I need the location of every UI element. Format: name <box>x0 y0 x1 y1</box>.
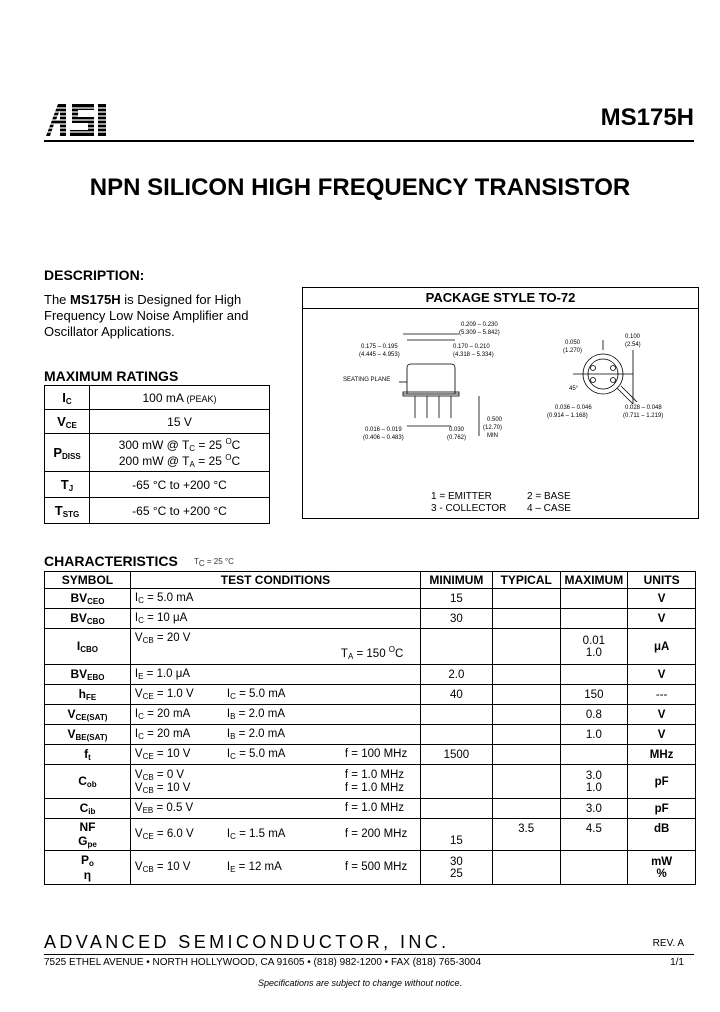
dim-label: (0.711 – 1.219) <box>623 413 664 419</box>
dim-label: (1.270) <box>563 348 583 354</box>
symbol-bvebo: $BV_{EBO}$ <box>45 665 131 685</box>
dim-label: (0.406 – 0.483) <box>363 435 404 441</box>
desc-pre: The <box>44 292 71 307</box>
max-value <box>560 589 628 609</box>
max-ratings-table <box>44 385 270 524</box>
symbol-po-eta: $P_o$ η <box>45 851 131 885</box>
dim-label: (12.70) <box>483 425 503 431</box>
value-pdiss: 300 mW @ $T_C = 25$ $^O$C 200 mW @ $T_A = 25$ $^O$C <box>90 434 270 472</box>
unit-value: dB <box>628 819 696 851</box>
dim-label: SEATING PLANE <box>343 377 391 383</box>
dim-label: 0.050 <box>565 340 581 346</box>
footer-rule <box>44 954 694 955</box>
max-ratings-heading: MAXIMUM RATINGS <box>44 368 179 384</box>
typ-value <box>492 609 560 629</box>
rating-row-tstg <box>45 498 270 524</box>
table-row <box>45 851 696 885</box>
pin-label: 4 – CASE <box>527 503 571 514</box>
dim-label: 0.016 – 0.019 <box>365 427 402 433</box>
dim-label: (0.762) <box>447 435 467 441</box>
pin-label: 3 - COLLECTOR <box>431 503 507 514</box>
unit-value: MHz <box>628 745 696 765</box>
test-conditions: $V_{CE} = 10$ V $I_C = 5.0$ mA f = 100 MHz <box>130 745 420 765</box>
table-row <box>45 705 696 725</box>
value-tstg: -65 °C to +200 °C <box>90 498 270 524</box>
characteristics-condition: $T_C = 25$ °C <box>194 557 234 568</box>
test-conditions: $V_{CB} = 10$ V $I_E = 12$ mA f = 500 MHz <box>130 851 420 885</box>
dim-label: 0.100 <box>625 334 641 340</box>
min-value: 2.0 <box>421 665 493 685</box>
table-row <box>45 725 696 745</box>
test-conditions: $V_{CE} = 1.0$ V $I_C = 5.0$ mA <box>130 685 420 705</box>
unit-value: μA <box>628 629 696 665</box>
revision: REV. A <box>652 938 684 949</box>
dim-label: 0.028 – 0.048 <box>625 405 662 411</box>
symbol-cib: $C_{ib}$ <box>45 799 131 819</box>
max-value: 1.0 <box>560 725 628 745</box>
dim-label: 0.036 – 0.046 <box>555 405 592 411</box>
col-header: TEST CONDITIONS <box>130 572 420 589</box>
unit-value: --- <box>628 685 696 705</box>
value-ic: 100 mA (PEAK) <box>90 386 270 410</box>
value-tj: -65 °C to +200 °C <box>90 472 270 498</box>
typ-value <box>492 685 560 705</box>
unit-value: V <box>628 665 696 685</box>
dim-label: (4.445 – 4.953) <box>359 352 400 358</box>
min-value: 15 <box>421 589 493 609</box>
rating-row-tj <box>45 472 270 498</box>
col-header: MAXIMUM <box>560 572 628 589</box>
symbol-tj: $T_J$ <box>45 472 90 498</box>
col-header: UNITS <box>628 572 696 589</box>
table-row <box>45 799 696 819</box>
description-heading: DESCRIPTION: <box>44 267 145 283</box>
dim-label: 0.209 – 0.230 <box>461 322 498 328</box>
col-header: MINIMUM <box>421 572 493 589</box>
to72-outline-drawing <box>303 310 698 486</box>
test-conditions: $V_{CE} = 6.0$ V $I_C = 1.5$ mA f = 200 MHz <box>130 819 420 851</box>
header-rule <box>44 140 694 142</box>
typ-value <box>492 725 560 745</box>
min-value <box>421 629 493 665</box>
test-conditions: $I_C = 20$ mA $I_B = 2.0$ mA <box>130 705 420 725</box>
max-value <box>560 851 628 885</box>
symbol-icbo: $I_{CBO}$ <box>45 629 131 665</box>
symbol-pdiss: $P_{DISS}$ <box>45 434 90 472</box>
unit-value: V <box>628 589 696 609</box>
symbol-nf-gpe: NF $G_{pe}$ <box>45 819 131 851</box>
symbol-vcesat: $V_{CE(SAT)}$ <box>45 705 131 725</box>
min-value <box>421 705 493 725</box>
symbol-vbesat: $V_{BE(SAT)}$ <box>45 725 131 745</box>
characteristics-table <box>44 571 696 885</box>
min-value <box>421 799 493 819</box>
test-conditions: $V_{CB} = 0$ V f = 1.0 MHz $V_{CB} = 10$ V f = 1.0 MHz <box>130 765 420 799</box>
test-conditions: $I_C = 5.0$ mA <box>130 589 420 609</box>
rating-row-vce <box>45 410 270 434</box>
desc-part: MS175H <box>70 292 121 307</box>
table-row <box>45 745 696 765</box>
max-value: 0.01 1.0 <box>560 629 628 665</box>
min-value: 1500 <box>421 745 493 765</box>
page-title: NPN SILICON HIGH FREQUENCY TRANSISTOR <box>89 174 631 201</box>
dim-label: (2.54) <box>625 342 641 348</box>
asi-logo <box>44 100 120 138</box>
unit-value: mW % <box>628 851 696 885</box>
characteristics-heading: CHARACTERISTICS <box>44 553 178 569</box>
unit-value: V <box>628 725 696 745</box>
max-value: 150 <box>560 685 628 705</box>
value-vce: 15 V <box>90 410 270 434</box>
dim-label: (5.309 – 5.842) <box>459 330 500 336</box>
description-text <box>44 292 276 340</box>
dim-label: 0.030 <box>449 427 465 433</box>
symbol-vce: $V_{CE}$ <box>45 410 90 434</box>
part-number: MS175H <box>600 104 694 131</box>
max-value: 0.8 <box>560 705 628 725</box>
symbol-hfe: $h_{FE}$ <box>45 685 131 705</box>
max-value: 4.5 <box>560 819 628 851</box>
symbol-bvceo: $BV_{CEO}$ <box>45 589 131 609</box>
typ-value <box>492 665 560 685</box>
max-value: 3.0 1.0 <box>560 765 628 799</box>
package-box <box>302 287 699 519</box>
typ-value <box>492 799 560 819</box>
dim-label: 0.170 – 0.210 <box>453 344 490 350</box>
unit-value: V <box>628 609 696 629</box>
typ-value: 3.5 <box>492 819 560 851</box>
max-value: 3.0 <box>560 799 628 819</box>
test-conditions: $I_C = 20$ mA $I_B = 2.0$ mA <box>130 725 420 745</box>
package-title: PACKAGE STYLE TO-72 <box>303 288 698 309</box>
table-row <box>45 665 696 685</box>
typ-value <box>492 745 560 765</box>
company-name: ADVANCED SEMICONDUCTOR, INC. <box>44 932 450 952</box>
max-value <box>560 745 628 765</box>
desc-post: is Designed for High Frequency Low Noise Amplifier and Oscillator Applications. <box>44 292 249 339</box>
test-conditions: $I_E = 1.0$ μA <box>130 665 420 685</box>
dim-label: 0.175 – 0.195 <box>361 344 398 350</box>
typ-value <box>492 589 560 609</box>
symbol-ic: $I_C$ <box>45 386 90 410</box>
test-conditions: $V_{CB} = 20$ V $T_A = 150$ $^O$C <box>130 629 420 665</box>
rating-row-pdiss <box>45 434 270 472</box>
table-row <box>45 609 696 629</box>
min-value <box>421 725 493 745</box>
typ-value <box>492 851 560 885</box>
dim-label: (4.318 – 5.334) <box>453 352 494 358</box>
page-number: 1/1 <box>670 957 684 968</box>
min-value: 40 <box>421 685 493 705</box>
table-row <box>45 819 696 851</box>
symbol-tstg: $T_{STG}$ <box>45 498 90 524</box>
min-value: 30 <box>421 609 493 629</box>
min-value: 30 25 <box>421 851 493 885</box>
typ-value <box>492 629 560 665</box>
typ-value <box>492 705 560 725</box>
rating-row-ic <box>45 386 270 410</box>
min-value: 15 <box>421 819 493 851</box>
unit-value: pF <box>628 799 696 819</box>
dim-label: 45° <box>569 386 579 392</box>
symbol-bvcbo: $BV_{CBO}$ <box>45 609 131 629</box>
pin-label: 2 = BASE <box>527 491 571 502</box>
max-value <box>560 609 628 629</box>
unit-value: pF <box>628 765 696 799</box>
test-conditions: $I_C = 10$ μA <box>130 609 420 629</box>
dim-label: (0.914 – 1.168) <box>547 413 588 419</box>
table-row <box>45 589 696 609</box>
unit-value: V <box>628 705 696 725</box>
test-conditions: $V_{EB} = 0.5$ V f = 1.0 MHz <box>130 799 420 819</box>
symbol-ft: $f_t$ <box>45 745 131 765</box>
spec-notice: Specifications are subject to change without notice. <box>257 978 463 988</box>
max-value <box>560 665 628 685</box>
dim-label: 0.500 <box>487 417 503 423</box>
typ-value <box>492 765 560 799</box>
table-row <box>45 629 696 665</box>
pin-label: 1 = EMITTER <box>431 491 492 502</box>
min-value <box>421 765 493 799</box>
dim-label: MIN <box>487 433 498 439</box>
symbol-cob: $C_{ob}$ <box>45 765 131 799</box>
company-address: 7525 ETHEL AVENUE • NORTH HOLLYWOOD, CA 91605 • (818) 982-1200 • FAX (818) 765-3004 <box>44 957 482 968</box>
col-header: SYMBOL <box>45 572 131 589</box>
table-header-row <box>45 572 696 589</box>
col-header: TYPICAL <box>492 572 560 589</box>
table-row <box>45 685 696 705</box>
table-row <box>45 765 696 799</box>
